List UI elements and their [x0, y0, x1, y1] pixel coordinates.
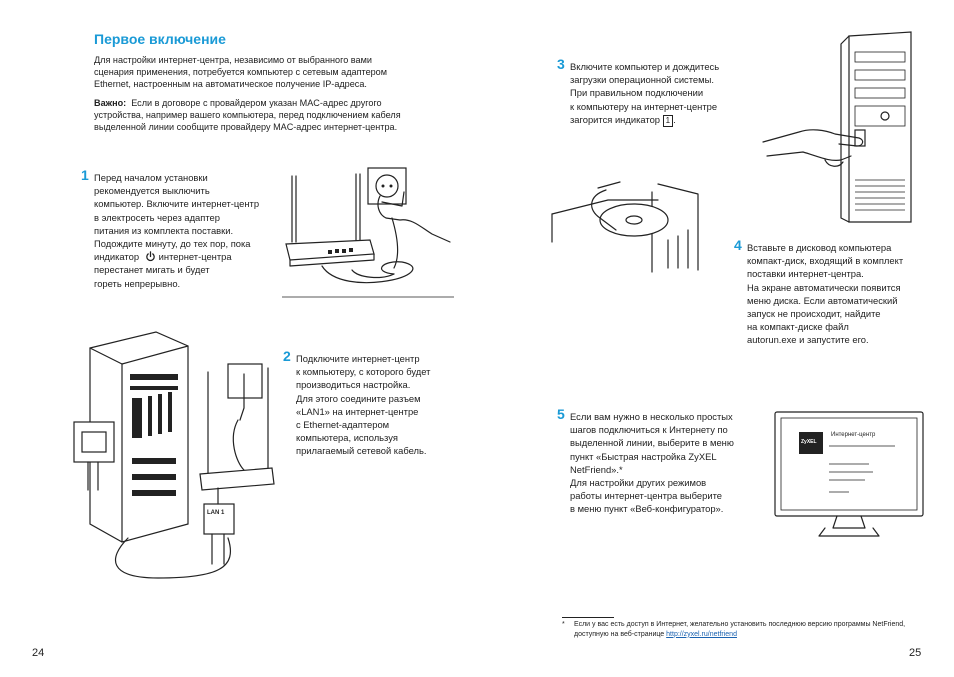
router-power-illustration — [282, 162, 454, 298]
page-number-left: 24 — [32, 647, 45, 659]
step-4-text: Вставьте в дисковод компьютера компакт-диск, входящий в комплект поставки интернет-центра. На экране автоматически появится меню диска. Если автоматический запуск не происходит, найдите на компакт-диске файл autorun.exe и запустите его. — [747, 242, 904, 346]
important-label: Важно: — [94, 98, 127, 108]
step-5-number: 5 — [557, 406, 565, 422]
footnote-mark: * — [562, 621, 565, 628]
step-3-number: 3 — [557, 56, 565, 72]
step-1-text: Перед началом установки рекомендуется выключить компьютер. Включите интернет-центр в электросеть через адаптер питания из комплекта поставки. Подождите минуту, до тех пор, пока индикатор интернет-центра перестанет мигать и будет гореть непрерывно. — [94, 172, 260, 289]
power-icon — [145, 251, 156, 262]
step-5-text: Если вам нужно в несколько простых шагов подключиться к Интернету по выделенной линии, выберите в меню пункт «Быстрая настройка ZyXEL NetFriend».* Для настройки других режимов работы интернет-центра выберите в меню пункт «Веб-конфигуратор». — [570, 411, 734, 515]
screen-brand: ZyXEL — [801, 439, 817, 445]
step-2-text: Подключите интернет-центр к компьютеру, с которого будет производиться настройка. Для этого соедините разъем «LAN1» на интернет-центре с Ethernet-адаптером компьютера, используя прилагаемый сетевой кабель. — [296, 353, 431, 457]
pc-router-lan-illustration — [68, 328, 282, 592]
lan-port-label: LAN 1 — [207, 510, 225, 516]
step-2-number: 2 — [283, 348, 291, 364]
indicator-1-box: 1 — [663, 115, 673, 127]
step-3-text: Включите компьютер и дождитесь загрузки операционной системы. При правильном подключении к компьютеру на интернет-центре загорится индикатор 1 . — [570, 61, 720, 125]
step-4-number: 4 — [734, 237, 742, 253]
footnote-text: Если у вас есть доступ в Интернет, желательно установить последнюю версию программы NetFriend, доступную на веб-странице http://zyxel.ru/netfriend — [574, 621, 906, 638]
netfriend-link[interactable]: http://zyxel.ru/netfriend — [666, 630, 737, 638]
step-1-number: 1 — [81, 167, 89, 183]
important-note: Важно: Если в договоре с провайдером указан MAC-адрес другого устройства, например вашего компьютера, перед подключением кабеля выделенной линии сообщите провайдеру MAC-адрес интернет-центра. — [94, 98, 401, 133]
intro-paragraph: Для настройки интернет-центра, независимо от выбранного вами сценария применения, потребуется компьютер с сетевым адаптером Ethernet, настроенным на автоматическое получение IP-адреса. — [94, 55, 387, 90]
page-title: Первое включение — [94, 31, 226, 47]
screen-heading: Интернет-центр — [831, 432, 876, 438]
monitor-illustration — [773, 410, 925, 542]
footnote-rule — [562, 617, 614, 618]
page-number-right: 25 — [909, 647, 922, 659]
cd-insert-illustration — [548, 180, 700, 274]
pc-power-on-illustration — [755, 30, 917, 226]
